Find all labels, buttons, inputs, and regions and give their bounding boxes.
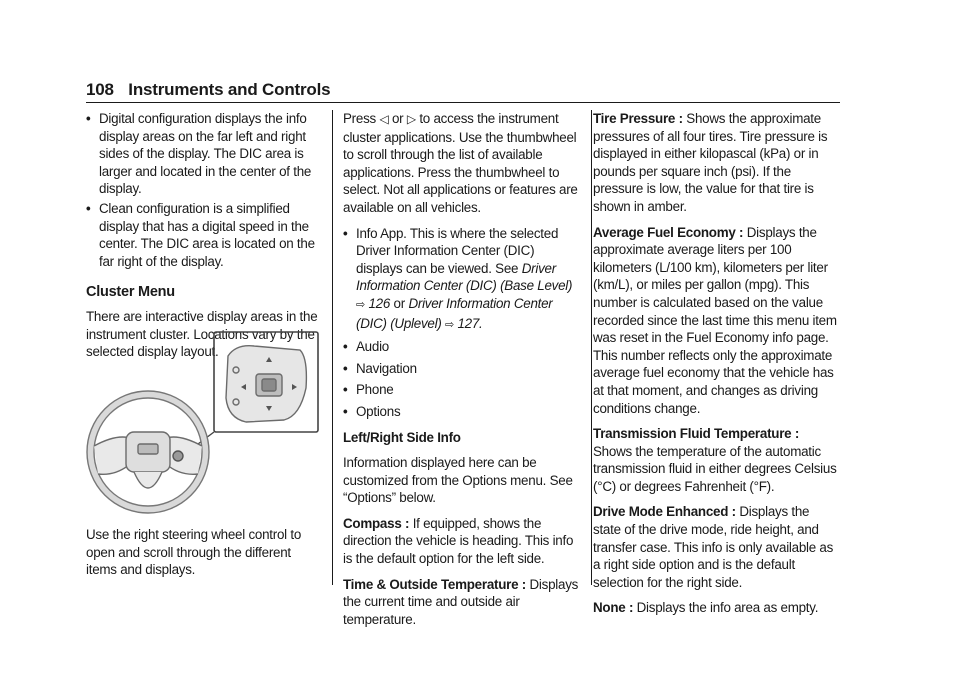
drive-mode-entry	[593, 503, 838, 591]
compass-text: If equipped, shows the direction the vehicle is heading. This info is the default option for the left side.	[343, 515, 574, 567]
transmission-temp-text: Shows the temperature of the automatic transmission fluid in either degrees Celsius (°C) or degrees Fahrenheit (°F).	[593, 443, 837, 494]
or-word: or	[391, 111, 404, 126]
bullet-digital-configuration: • Digital configuration displays the info display areas on the far left and right sides of the display. The DIC area is larger and located in the center of the display.	[86, 110, 320, 198]
side-info-heading: Left/Right Side Info	[343, 429, 461, 445]
ref-page-127[interactable]: 127.	[457, 315, 483, 331]
page-number: 108	[86, 80, 114, 99]
left-arrow-icon: ◁	[379, 112, 389, 126]
time-temp-entry	[343, 576, 579, 629]
transmission-temp-label: Transmission Fluid Temperature :	[593, 426, 800, 442]
ref-dic-uplevel[interactable]: Driver Information Center (DIC) (Uplevel)	[356, 295, 553, 331]
page-ref-arrow-icon: ⇨	[356, 298, 365, 311]
fuel-economy-label: Average Fuel Economy :	[593, 224, 744, 240]
ref-page-126[interactable]: 126	[368, 295, 391, 311]
header-rule	[86, 102, 840, 103]
tire-pressure-label: Tire Pressure :	[593, 111, 683, 126]
time-temp-text: Displays the current time and outside air temperature.	[343, 576, 579, 627]
none-text: Displays the info area as empty.	[636, 600, 819, 616]
column-divider-1	[332, 110, 333, 585]
page-ref-arrow-icon: ⇨	[445, 318, 454, 331]
bullet-audio: • Audio	[343, 338, 579, 356]
steering-wheel-illustration	[86, 328, 320, 516]
bullet-navigation: • Navigation	[343, 360, 579, 378]
drive-mode-label: Drive Mode Enhanced :	[593, 504, 736, 520]
cluster-menu-heading: Cluster Menu	[86, 284, 175, 301]
compass-entry	[343, 515, 579, 568]
bullet-phone: • Phone	[343, 381, 579, 399]
time-temp-label: Time & Outside Temperature :	[343, 576, 526, 592]
press-word: Press	[343, 111, 376, 126]
tire-pressure-entry	[593, 110, 838, 216]
right-arrow-icon: ▷	[406, 112, 416, 126]
tire-pressure-text: Shows the approximate pressures of all four tires. Tire pressure is displayed in either kilopascal (kPa) or in pounds per square inch (psi). If the pressure is low, the value for that tire is shown in amber.	[593, 111, 828, 214]
drive-mode-text: Displays the state of the drive mode, ride height, and transfer case. This info is only available as a right side option and is the default selection for the right side.	[593, 504, 834, 590]
compass-label: Compass :	[343, 515, 410, 531]
none-entry	[593, 599, 838, 617]
column-2	[343, 110, 579, 636]
fuel-economy-text: Displays the approximate average liters per 100 kilometers (L/100 km), kilometers per liter (km/L), or miles per gallon (mpg). This number is calculated based on the value recorded since the last time this menu item was reset in the Fuel Economy info page. This number reflects only the approximate average fuel economy that the vehicle has at that moment, and changes as driving conditions change.	[593, 224, 837, 416]
press-instruction-tail: to access the instrument cluster applications. Use the thumbwheel to scroll through the list of available applications. Press the thumbwheel to select. Not all applications or features are available on all vehicles.	[343, 111, 578, 215]
press-instruction	[343, 110, 579, 217]
fuel-economy-entry	[593, 224, 838, 418]
page-header	[86, 80, 330, 100]
column-1-bottom	[86, 526, 320, 587]
side-info-text: Information displayed here can be customized from the Options menu. See “Options” below.	[343, 455, 573, 506]
cluster-menu-intro: There are interactive display areas in the instrument cluster. Locations vary by the selected display layout.	[86, 308, 318, 360]
bullet-info-app: • Info App. This is where the selected Driver Information Center (DIC) displays can be viewed. See Driver Information Center (DIC) (Base Level) ⇨ 126 or Driver Information Center (DIC) (Uplevel) ⇨ 127.	[343, 225, 579, 335]
ref-dic-base-level[interactable]: Driver Information Center (DIC) (Base Level)	[356, 260, 573, 294]
section-title: Instruments and Controls	[128, 80, 331, 99]
bullet-options: • Options	[343, 403, 579, 421]
column-3	[593, 110, 838, 625]
steering-control-instruction: Use the right steering wheel control to open and scroll through the different items and displays.	[86, 527, 302, 578]
transmission-temp-entry	[593, 425, 838, 495]
bullet-clean-configuration: • Clean configuration is a simplified display that has a digital speed in the center. The DIC area is located on the far right of the display.	[86, 200, 320, 270]
column-divider-2	[591, 110, 592, 585]
none-label: None :	[593, 600, 634, 616]
